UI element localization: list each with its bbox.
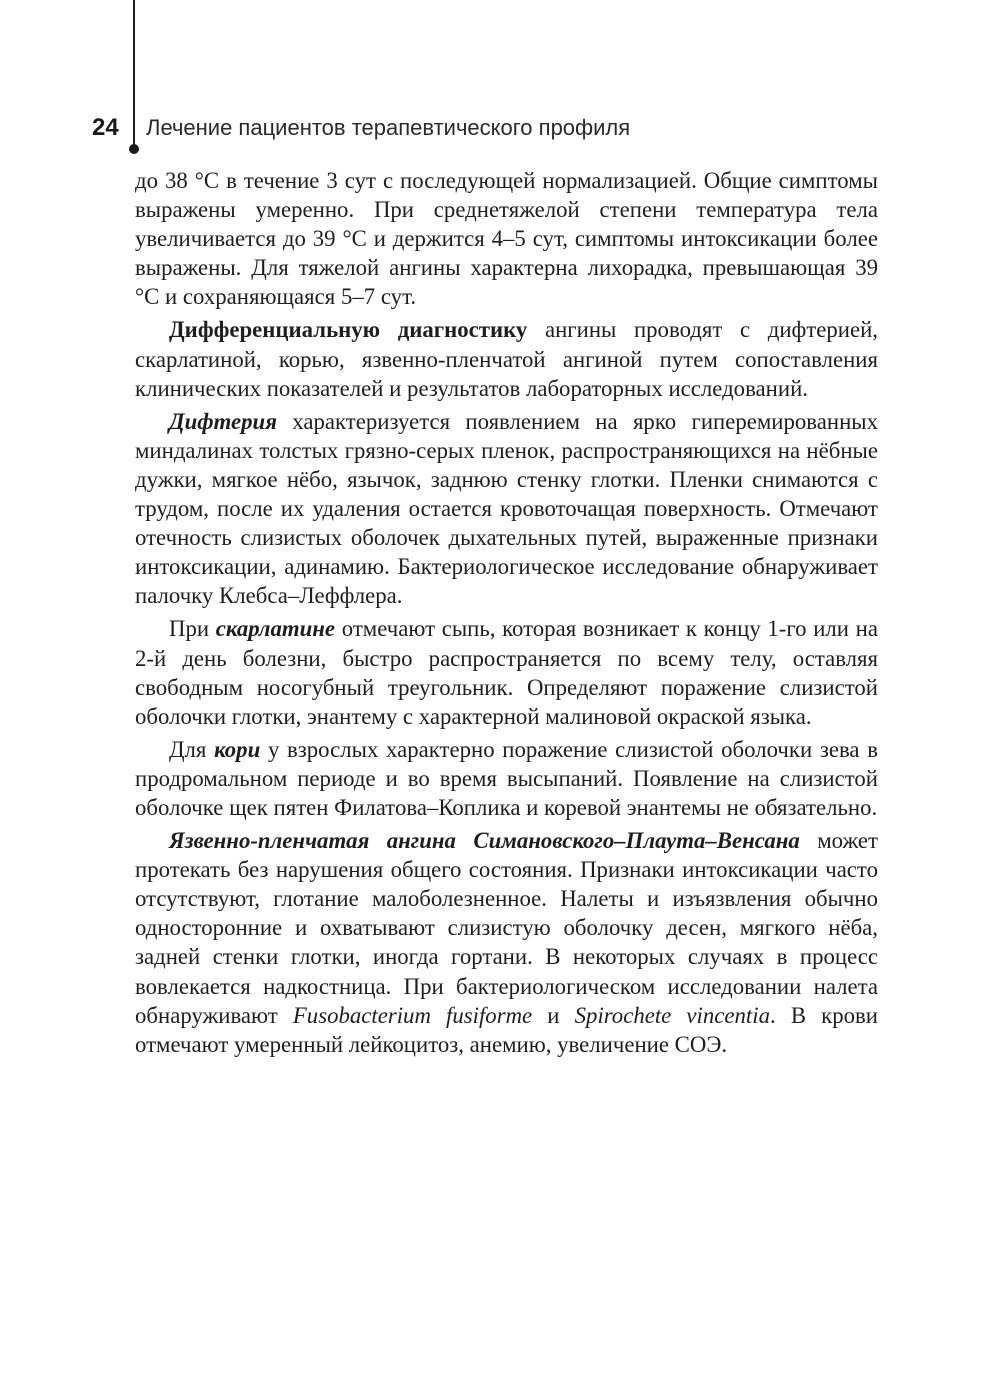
organism-spirochete: Spirochete vincentia	[574, 1002, 770, 1028]
header-rule-dot	[129, 144, 139, 154]
paragraph-2	[135, 315, 878, 402]
term-measles: кори	[214, 736, 261, 762]
paragraph-6	[135, 826, 878, 1059]
paragraph-4-lead: При	[169, 616, 216, 642]
paragraph-5-lead: Для	[169, 736, 215, 762]
paragraph-5-text: у взрослых характерно поражение слизистой оболочки зева в продромальном периоде и во время высыпаний. Появление на слизистой оболочке щек пятен Филатова–Коплика и коревой энантемы не обязательно.	[135, 736, 878, 820]
organism-fusobacterium: Fusobacterium fusiforme	[292, 1002, 533, 1028]
term-scarlet-fever: скарлатине	[215, 616, 336, 642]
header-vertical-rule	[133, 0, 135, 152]
running-title: Лечение пациентов терапевтического профиля	[146, 115, 631, 140]
page-number: 24	[92, 114, 119, 141]
paragraph-6-text-b: . В крови отмечают умеренный лейкоцитоз, анемию, увеличение СОЭ.	[135, 1002, 878, 1057]
paragraph-4-text: отмечают сыпь, которая возникает к концу 1-го или на 2-й день болезни, быстро распространяется по всему телу, оставляя свободным носогубный треугольник. Определяют поражение слизистой оболочки глотки, энантему с характерной малиновой окраской языка.	[135, 616, 878, 729]
term-diphtheria: Дифтерия	[169, 408, 277, 434]
paragraph-3-text: характеризуется появлением на ярко гиперемированных миндалинах толстых грязно-серых пленок, распространяющихся на нёбные дужки, мягкое нёбо, язычок, заднюю стенку глотки. Пленки снимаются с трудом, после их удаления остается кровоточащая поверхность. Отмечают отечность слизистых оболочек дыхательных путей, выраженные признаки интоксикации, адинамию. Бактериологическое исследование обнаруживает палочку Клебса–Леффлера.	[135, 408, 878, 609]
paragraph-1-text: до 38 °С в течение 3 сут с последующей нормализацией. Общие симптомы выражены умеренно. При среднетяжелой степени температура тела увеличивается до 39 °С и держится 4–5 сут, симптомы интоксикации более выражены. Для тяжелой ангины характерна лихорадка, превышающая 39 °С и сохраняющаяся 5–7 сут.	[135, 168, 878, 310]
paragraph-5	[135, 735, 878, 822]
paragraph-4	[135, 614, 878, 730]
paragraph-3	[135, 407, 878, 611]
paragraph-2-text: ангины проводят с дифтерией, скарлатиной, корью, язвенно-пленчатой ангиной путем сопоставления клинических показателей и результатов лабораторных исследований.	[135, 317, 878, 401]
term-vincent-angina: Язвенно-пленчатая ангина Симановского–Плаута–Венсана	[169, 828, 800, 854]
paragraph-6-conj: и	[532, 1002, 575, 1028]
paragraph-1	[135, 166, 878, 311]
term-differential-diagnosis: Дифференциальную диагностику	[169, 317, 528, 343]
paragraph-6-text-a: может протекать без нарушения общего состояния. Признаки интоксикации часто отсутствуют, глотание малоболезненное. Налеты и изъязвления обычно односторонние и охватывают слизистую оболочку десен, мягкого нёба, задней стенки глотки, иногда гортани. В некоторых случаях в процесс вовлекается надкостница. При бактериологическом исследовании налета обнаруживают	[135, 828, 878, 1028]
body-text	[135, 166, 878, 1063]
